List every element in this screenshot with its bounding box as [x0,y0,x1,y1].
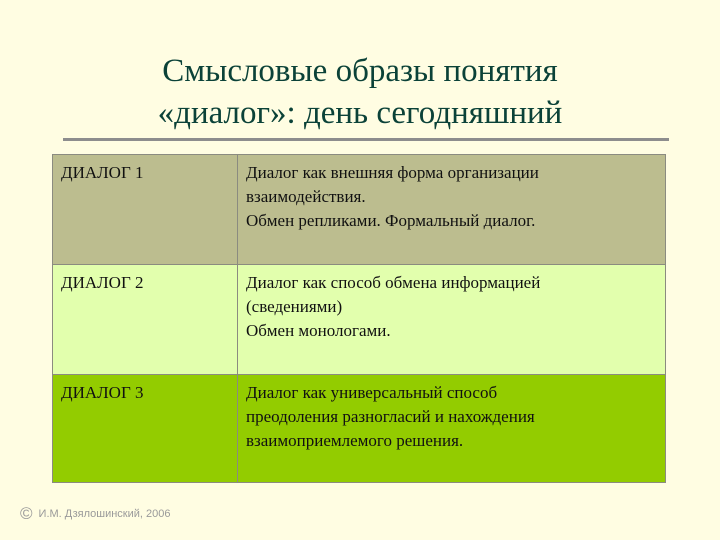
title-underline [63,138,669,141]
description-line: взаимоприемлемого решения. [246,431,464,450]
description-line: (сведениями) [246,297,343,316]
slide-title [0,50,720,134]
row-label: ДИАЛОГ 1 [53,155,238,265]
row-description [238,155,666,265]
description-line: Диалог как внешняя форма организации [246,163,539,182]
description-line: Обмен монологами. [246,321,391,340]
table-row [53,155,666,265]
footer-credit [20,504,170,524]
footer-author: И.М. Дзялошинский, 2006 [38,508,171,520]
slide-title-line-2: «диалог»: день сегодняшний [157,95,563,131]
table-row [53,375,666,483]
slide-title-line-1: Смысловые образы понятия [162,53,558,89]
dialog-table [52,154,666,483]
description-line: Обмен репликами. Формальный диалог. [246,211,536,230]
row-description [238,265,666,375]
row-label: ДИАЛОГ 2 [53,265,238,375]
description-line: преодоления разногласий и нахождения [246,407,535,426]
description-line: Диалог как способ обмена информацией [246,273,541,292]
description-line: взаимодействия. [246,187,366,206]
row-description [238,375,666,483]
description-line: Диалог как универсальный способ [246,383,498,402]
row-label: ДИАЛОГ 3 [53,375,238,483]
copyright-icon: © [20,504,33,523]
table-row [53,265,666,375]
